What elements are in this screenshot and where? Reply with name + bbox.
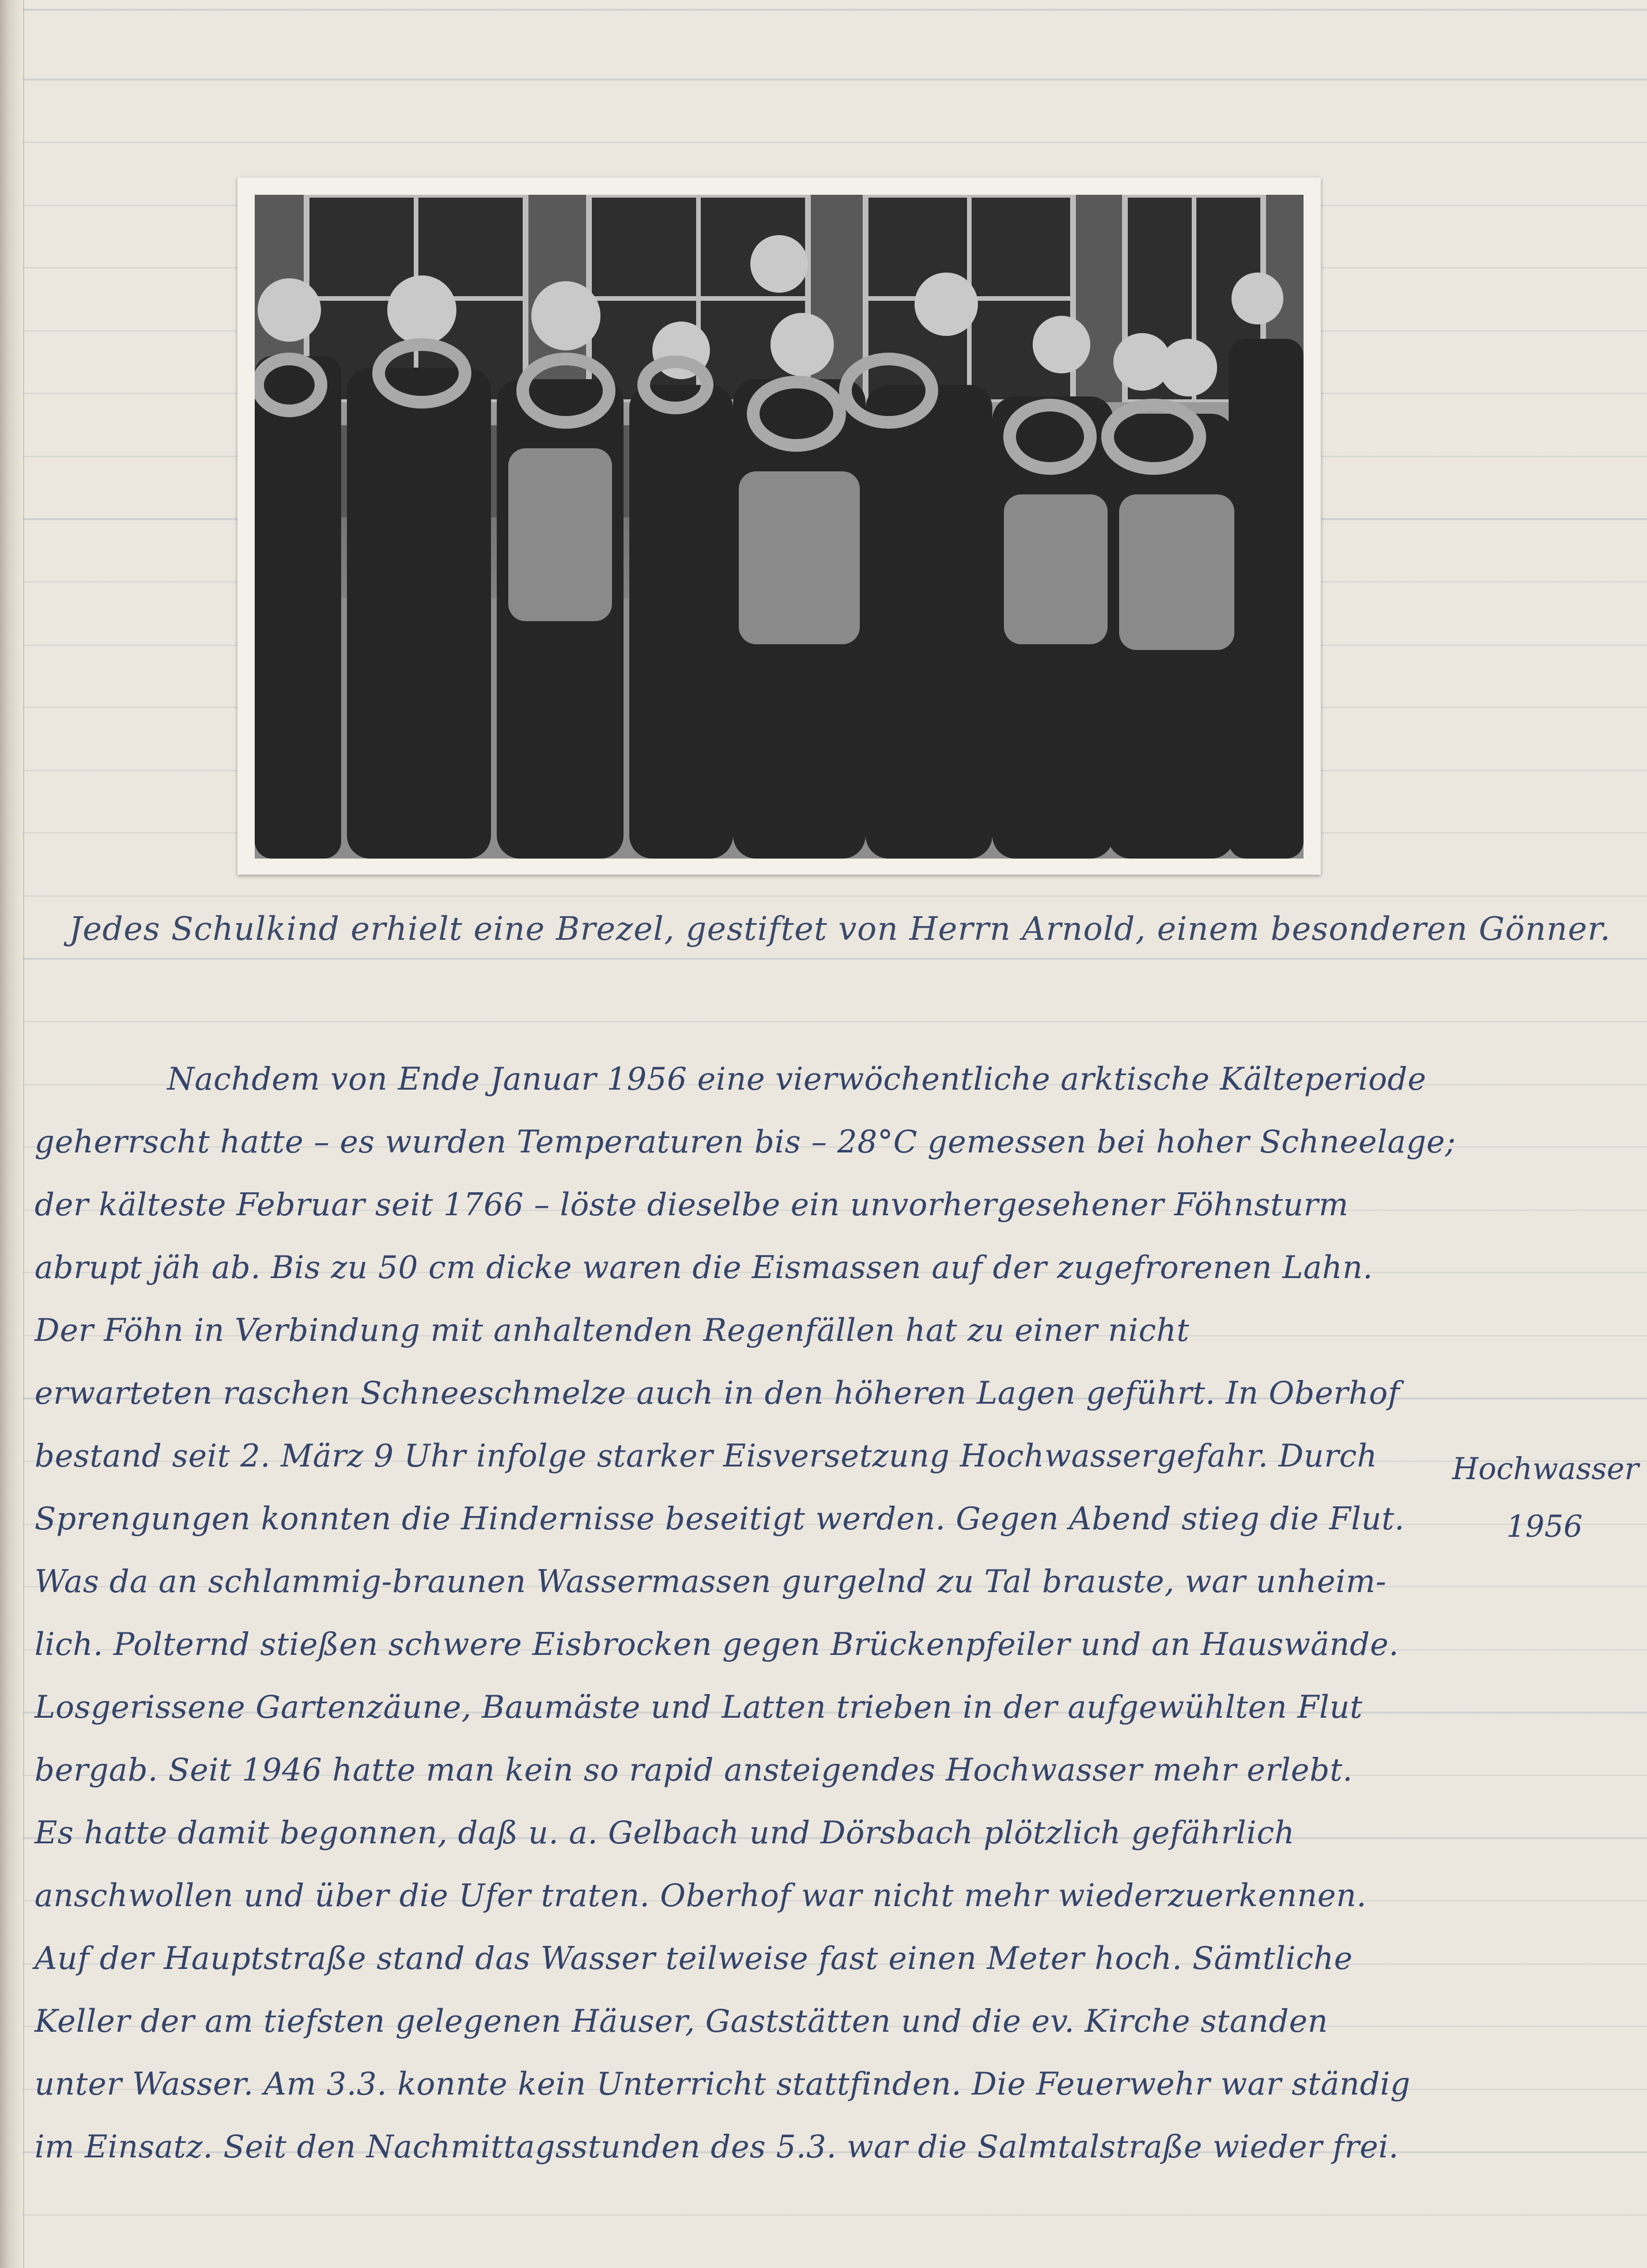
body-line: der kälteste Februar seit 1766 – löste dieselbe ein unvorhergesehener Föhnsturm — [35, 1186, 1349, 1223]
body-line: Auf der Hauptstraße stand das Wasser teilweise fast einen Meter hoch. Sämtliche — [35, 1940, 1353, 1976]
body-line: im Einsatz. Seit den Nachmittagsstunden des 5.3. war die Salmtalstraße wieder frei. — [35, 2129, 1399, 2165]
body-line: Es hatte damit begonnen, daß u. a. Gelbach und Dörsbach plötzlich gefährlich — [35, 1815, 1295, 1851]
body-line: Was da an schlammig-braunen Wassermassen gurgelnd zu Tal brauste, war unheim- — [35, 1563, 1387, 1600]
photo-scene — [255, 195, 1304, 859]
photo-caption: Jedes Schulkind erhielt eine Brezel, gestiftet von Herrn Arnold, einem besonderen Gönner. — [69, 910, 1611, 948]
body-line: Nachdem von Ende Januar 1956 eine vierwöchentliche arktische Kälteperiode — [167, 1061, 1427, 1097]
body-line: abrupt jäh ab. Bis zu 50 cm dicke waren die Eismassen auf der zugefrorenen Lahn. — [35, 1249, 1373, 1286]
body-line: Der Föhn in Verbindung mit anhaltenden Regenfällen hat zu einer nicht — [35, 1312, 1189, 1348]
body-line: erwarteten raschen Schneeschmelze auch in den höheren Lagen geführt. In Oberhof — [35, 1375, 1400, 1411]
body-line: anschwollen und über die Ufer traten. Oberhof war nicht mehr wiederzuerkennen. — [35, 1877, 1367, 1914]
pasted-photograph — [237, 177, 1321, 875]
margin-note-title: Hochwasser — [1452, 1452, 1639, 1487]
body-line: geherrscht hatte – es wurden Temperaturen bis – 28°C gemessen bei hoher Schneelage; — [35, 1124, 1456, 1160]
body-line: unter Wasser. Am 3.3. konnte kein Unterricht stattfinden. Die Feuerwehr war ständig — [35, 2066, 1411, 2102]
photo-image — [255, 195, 1304, 859]
body-line: lich. Polternd stießen schwere Eisbrocken gegen Brückenpfeiler und an Hauswände. — [35, 1626, 1399, 1662]
body-line: bestand seit 2. März 9 Uhr infolge starker Eisversetzung Hochwassergefahr. Durch — [35, 1438, 1378, 1474]
handwritten-body — [35, 1048, 1456, 2178]
margin-note — [1452, 1441, 1637, 1556]
body-line: Sprengungen konnten die Hindernisse beseitigt werden. Gegen Abend stieg die Flut. — [35, 1500, 1405, 1537]
body-line: bergab. Seit 1946 hatte man kein so rapid ansteigendes Hochwasser mehr erlebt. — [35, 1752, 1353, 1788]
page-binding — [0, 0, 23, 2268]
margin-note-year: 1956 — [1506, 1510, 1583, 1544]
body-line: Keller der am tiefsten gelegenen Häuser, Gaststätten und die ev. Kirche standen — [35, 2003, 1328, 2039]
margin-line — [23, 0, 24, 2268]
body-line: Losgerissene Gartenzäune, Baumäste und Latten trieben in der aufgewühlten Flut — [35, 1689, 1363, 1725]
